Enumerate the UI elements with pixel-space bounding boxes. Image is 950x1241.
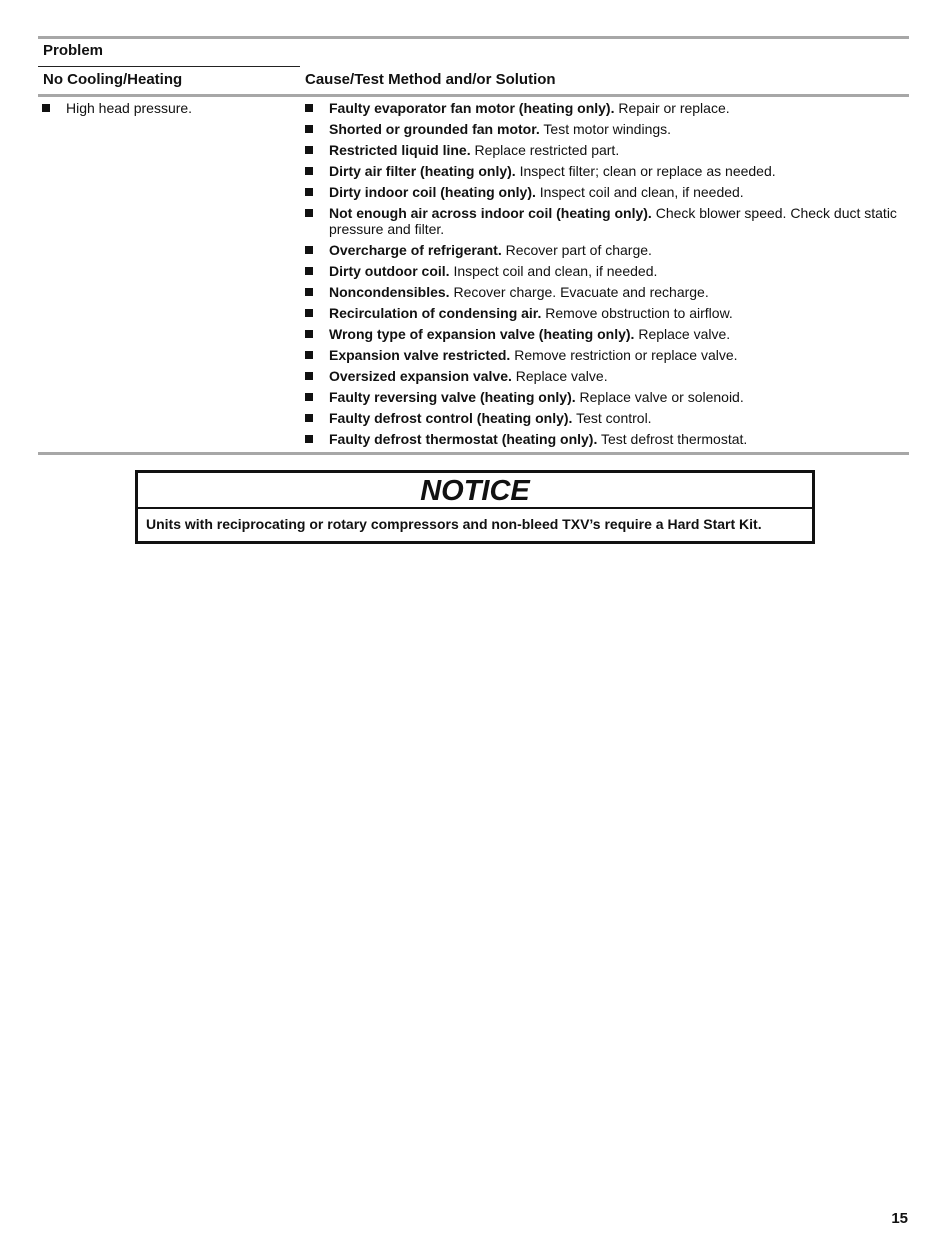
problem-header-rule [38,66,300,67]
square-bullet-icon [305,146,313,154]
square-bullet-icon [305,246,313,254]
cause-title: Oversized expansion valve. [329,368,512,384]
square-bullet-icon [305,393,313,401]
cause-item [301,100,909,116]
square-bullet-icon [305,309,313,317]
cause-item [301,305,909,321]
cause-solution: Repair or replace. [614,100,730,116]
cause-solution: Replace restricted part. [470,142,620,158]
cause-title: Not enough air across indoor coil (heating only). [329,205,652,221]
cause-title: Expansion valve restricted. [329,347,511,363]
problem-subheader: No Cooling/Heating [43,71,183,88]
cause-title: Wrong type of expansion valve (heating only). [329,326,635,342]
cause-solution: Inspect coil and clean, if needed. [535,184,744,200]
cause-solution: Replace valve. [634,326,731,342]
cause-solution: Test defrost thermostat. [597,431,748,447]
square-bullet-icon [305,435,313,443]
cause-item [301,368,909,384]
cause-item [301,263,909,279]
cause-title: Overcharge of refrigerant. [329,242,502,258]
cause-list [301,100,909,447]
problem-item [38,100,300,116]
cause-solution: Remove restriction or replace valve. [510,347,738,363]
cause-item [301,326,909,342]
cause-solution: Check blower speed. Check duct static pressure and filter. [329,205,897,237]
table-bottom-rule [38,452,909,455]
cause-solution: Inspect coil and clean, if needed. [449,263,658,279]
cause-solution: Recover part of charge. [501,242,652,258]
square-bullet-icon [305,267,313,275]
cause-item [301,431,909,447]
cause-solution: Replace valve or solenoid. [575,389,744,405]
cause-solution: Recover charge. Evacuate and recharge. [449,284,709,300]
cause-item [301,410,909,426]
cause-title: Dirty indoor coil (heating only). [329,184,536,200]
square-bullet-icon [305,414,313,422]
cause-title: Restricted liquid line. [329,142,471,158]
notice-text: Units with reciprocating or rotary compressors and non-bleed TXV’s require a Hard Start Kit. [146,516,762,532]
cause-item [301,205,909,237]
square-bullet-icon [42,104,50,112]
cause-item [301,184,909,200]
table-header-rule [38,94,909,97]
notice-title: NOTICE [138,473,812,509]
problem-header: Problem [43,42,104,59]
square-bullet-icon [305,209,313,217]
square-bullet-icon [305,167,313,175]
cause-item [301,142,909,158]
cause-title: Noncondensibles. [329,284,450,300]
cause-item [301,347,909,363]
cause-item [301,389,909,405]
cause-title: Faulty defrost control (heating only). [329,410,573,426]
square-bullet-icon [305,330,313,338]
cause-solution: Remove obstruction to airflow. [541,305,733,321]
cause-item [301,284,909,300]
cause-solution: Test motor windings. [539,121,672,137]
cause-title: Faulty evaporator fan motor (heating only). [329,100,615,116]
cause-solution: Inspect filter; clean or replace as needed. [515,163,776,179]
problem-column [38,100,300,121]
cause-column [301,100,909,452]
cause-title: Dirty outdoor coil. [329,263,450,279]
cause-item [301,163,909,179]
cause-title: Faulty defrost thermostat (heating only). [329,431,598,447]
cause-title: Faulty reversing valve (heating only). [329,389,576,405]
square-bullet-icon [305,188,313,196]
cause-header: Cause/Test Method and/or Solution [305,71,556,88]
cause-solution: Test control. [572,410,652,426]
cause-item [301,242,909,258]
cause-item [301,121,909,137]
square-bullet-icon [305,351,313,359]
page-number: 15 [891,1210,908,1227]
cause-title: Recirculation of condensing air. [329,305,542,321]
problem-item-text: High head pressure. [66,100,193,116]
cause-solution: Replace valve. [511,368,608,384]
problem-list [38,100,300,116]
cause-title: Shorted or grounded fan motor. [329,121,540,137]
cause-title: Dirty air filter (heating only). [329,163,516,179]
square-bullet-icon [305,288,313,296]
square-bullet-icon [305,104,313,112]
square-bullet-icon [305,125,313,133]
table-top-rule [38,36,909,39]
notice-box [135,470,815,544]
square-bullet-icon [305,372,313,380]
